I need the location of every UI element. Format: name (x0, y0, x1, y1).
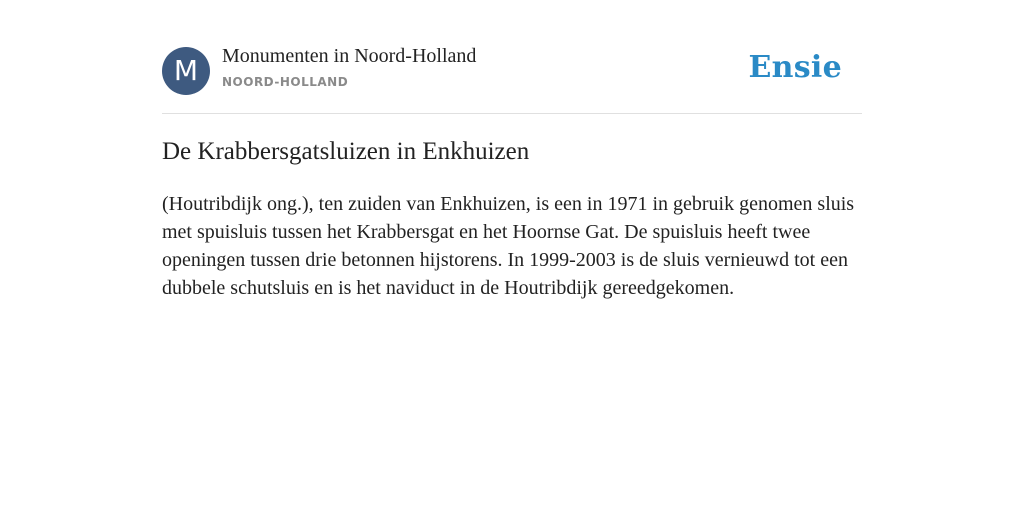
page-container (162, 0, 862, 299)
ensie-logo[interactable]: Ensie (748, 50, 842, 85)
site-subtitle[interactable]: NOORD-HOLLAND (222, 75, 349, 89)
article-body: (Houtribdijk ong.), ten zuiden van Enkhuizen, is een in 1971 in gebruik genomen sluis met spuisluis tussen het Krabbersgat en het Hoornse Gat. De spuisluis heeft twee openingen tussen drie betonnen hijstorens. In 1999-2003 is de sluis vernieuwd tot een dubbele schutsluis en is het naviduct in de Houtribdijk gereedgekomen. (162, 193, 855, 299)
site-header (162, 0, 862, 114)
site-title[interactable]: Monumenten in Noord-Holland (222, 45, 477, 67)
article-title: De Krabbersgatsluizen in Enkhuizen (162, 138, 530, 165)
avatar[interactable]: M (162, 47, 210, 95)
